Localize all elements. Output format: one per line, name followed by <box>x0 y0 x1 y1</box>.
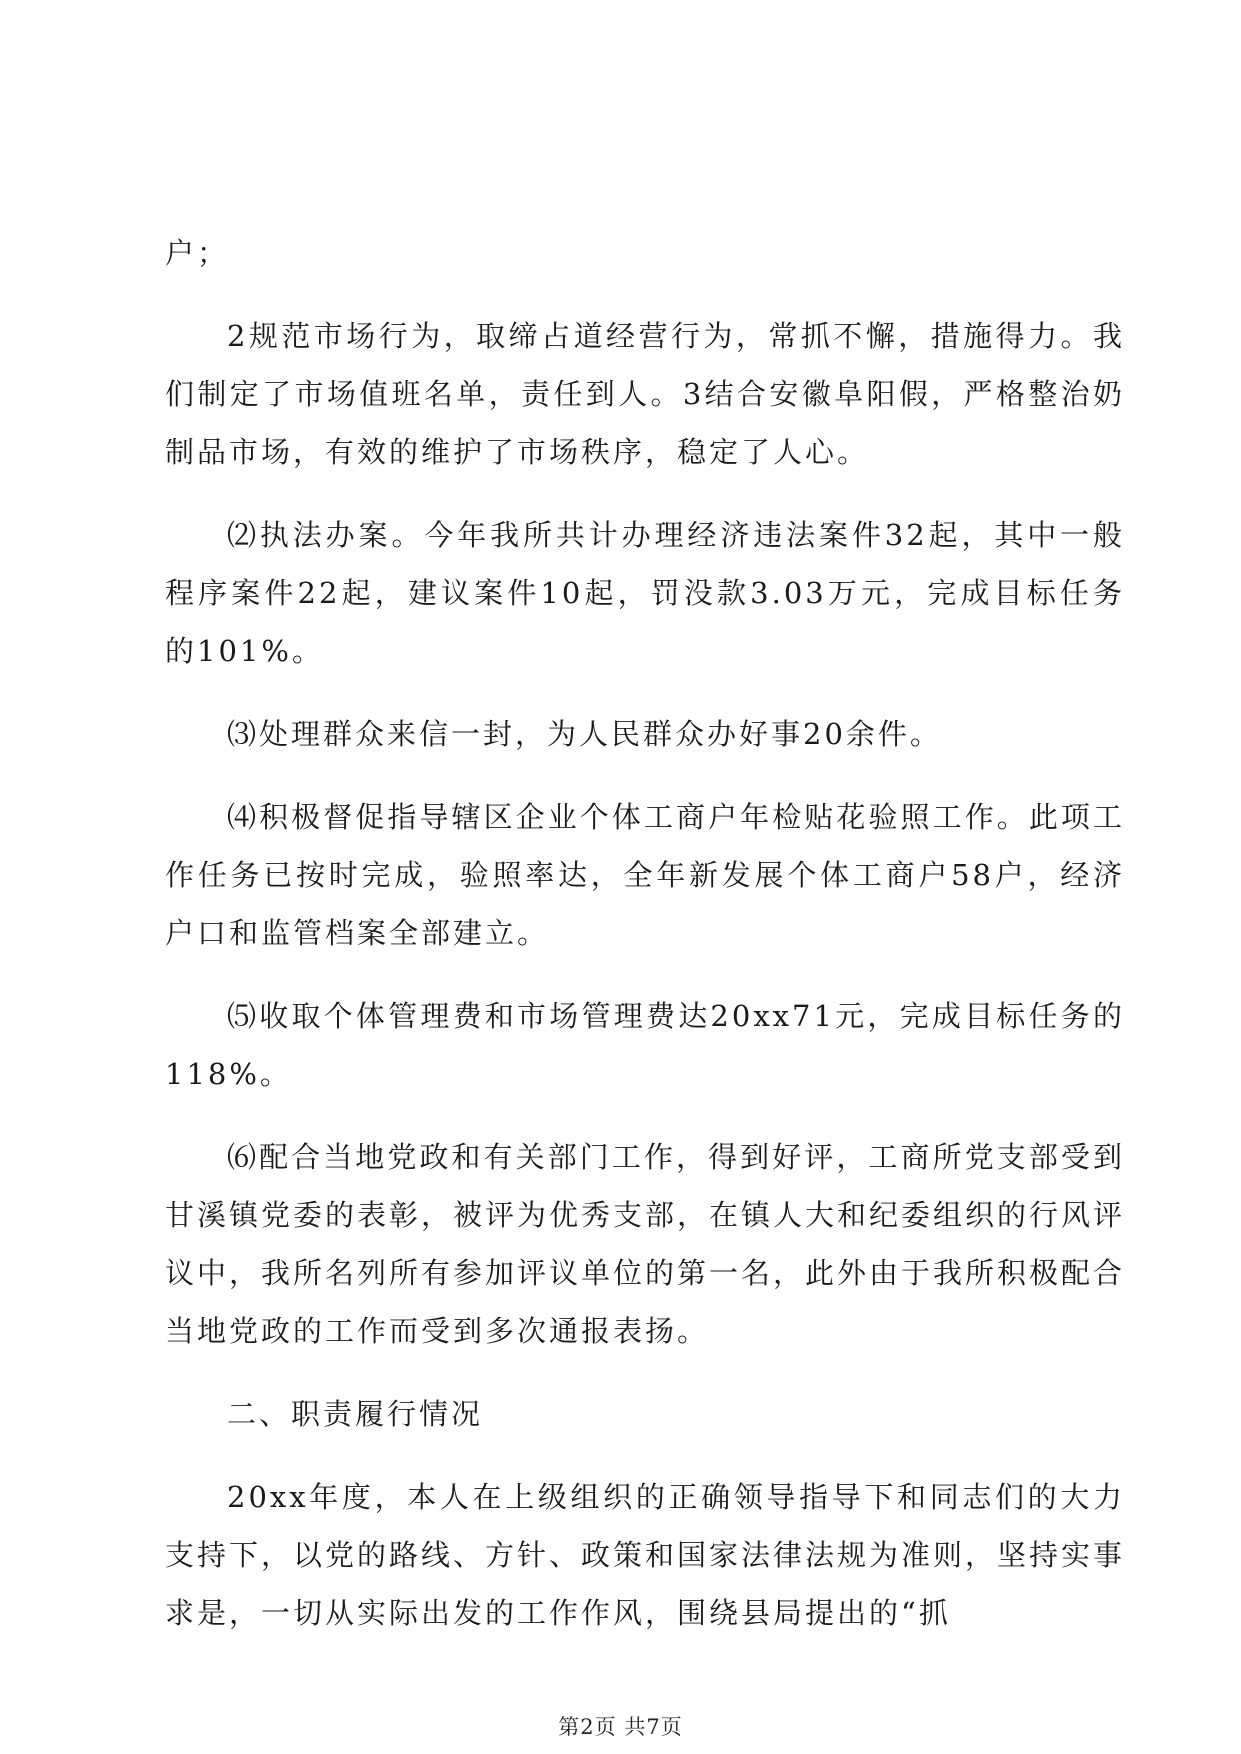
section-heading: 二、职责履行情况 <box>227 1397 484 1431</box>
paragraph-8: 20xx年度，本人在上级组织的正确领导指导下和同志们的大力支持下，以党的路线、方针、政策和国家法律法规为准则，坚持实事求是，一切从实际出发的工作作风，围绕县局提出的“抓 <box>165 1480 1126 1630</box>
paragraph-4: ⑶处理群众来信一封，为人民群众办好事20余件。 <box>227 717 942 751</box>
paragraph-3: ⑵执法办案。今年我所共计办理经济违法案件32起，其中一般程序案件22起，建议案件10起，罚没款3.03万元，完成目标任务的101%。 <box>165 518 1125 668</box>
paragraph-6: ⑸收取个体管理费和市场管理费达20xx71元，完成目标任务的118%。 <box>165 999 1125 1091</box>
paragraph-1: 户； <box>165 236 230 270</box>
page-footer: 第2页 共7页 <box>558 1715 683 1739</box>
paragraph-2: 2规范市场行为，取缔占道经营行为，常抓不懈，措施得力。我们制定了市场值班名单，责任到人。3结合安徽阜阳假，严格整治奶制品市场，有效的维护了市场秩序，稳定了人心。 <box>165 319 1125 469</box>
document-body <box>165 224 1125 1667</box>
paragraph-7: ⑹配合当地党政和有关部门工作，得到好评，工商所党支部受到甘溪镇党委的表彰，被评为优秀支部，在镇人大和纪委组织的行风评议中，我所名列所有参加评议单位的第一名，此外由于我所积极配合当地党政的工作而受到多次通报表扬。 <box>165 1140 1126 1348</box>
paragraph-5: ⑷积极督促指导辖区企业个体工商户年检贴花验照工作。此项工作任务已按时完成，验照率达，全年新发展个体工商户58户，经济户口和监管档案全部建立。 <box>165 800 1125 950</box>
